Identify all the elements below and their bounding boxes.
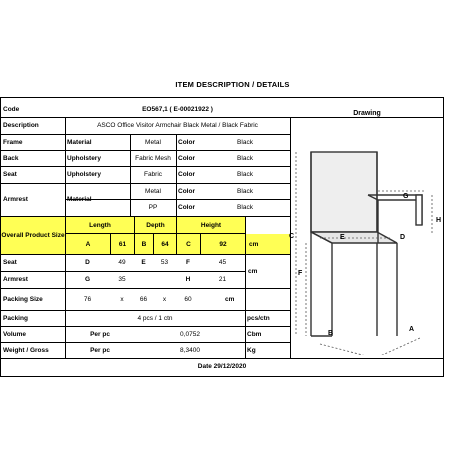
frame-key: Material bbox=[67, 138, 92, 146]
frame-color: Black bbox=[237, 138, 253, 146]
seat-value: Fabric bbox=[143, 171, 163, 178]
weight-label: Weight / Gross bbox=[3, 346, 49, 354]
dim-b-value: 64 bbox=[154, 234, 176, 254]
seat-color-label: Color bbox=[178, 171, 195, 178]
drawing-letter-d: D bbox=[400, 234, 406, 241]
drawing-letter-h: H bbox=[436, 217, 442, 224]
page-title: ITEM DESCRIPTION / DETAILS bbox=[175, 80, 290, 89]
packing-x2: x bbox=[162, 295, 167, 303]
packing-unit: pcs/ctn bbox=[247, 314, 270, 322]
drawing-letter-g: G bbox=[403, 193, 409, 200]
armrest-g-key: G bbox=[84, 276, 91, 283]
armrest-h-value: 21 bbox=[218, 276, 227, 283]
height-header: Height bbox=[177, 217, 245, 233]
armrest-value-metal: Metal bbox=[145, 187, 161, 195]
depth-header: Depth bbox=[135, 217, 176, 233]
frame-label: Frame bbox=[3, 138, 23, 146]
seat-d-value: 49 bbox=[118, 259, 126, 266]
drawing-letter-f: F bbox=[298, 270, 303, 277]
weight-unit: Kg bbox=[247, 346, 256, 354]
armrest-value-pp: PP bbox=[148, 204, 158, 211]
drawing-letter-c: C bbox=[289, 233, 295, 240]
overall-unit: cm bbox=[246, 234, 290, 254]
armrest-pp-color-label: Color bbox=[178, 204, 195, 211]
packing-size-unit: cm bbox=[225, 295, 235, 303]
packing-height: 60 bbox=[184, 295, 192, 303]
seat-d-key: D bbox=[85, 259, 90, 266]
armrest-label: Armrest bbox=[3, 196, 28, 203]
packing-x1: x bbox=[120, 295, 124, 303]
overall-size-label: Overall Product Size bbox=[1, 217, 65, 254]
back-color-label: Color bbox=[178, 154, 195, 162]
seat-label: Seat bbox=[3, 171, 17, 178]
volume-per: Per pc bbox=[90, 330, 110, 338]
packing-value: 4 pcs / 1 ctn bbox=[137, 314, 173, 322]
back-color: Black bbox=[237, 154, 253, 162]
armrest-color: Black bbox=[237, 187, 253, 195]
dim-c-value: 92 bbox=[201, 234, 245, 254]
frame-value: Metal bbox=[145, 138, 161, 146]
back-value: Fabric Mesh bbox=[135, 154, 171, 162]
seat-color: Black bbox=[237, 171, 253, 178]
packing-length: 76 bbox=[83, 295, 92, 303]
seat-key: Upholstery bbox=[67, 171, 101, 178]
seat-f-key: F bbox=[186, 259, 190, 266]
description-value: ASCO Office Visitor Armchair Black Metal / Black Fabric bbox=[97, 122, 258, 129]
date-footer: Date 29/12/2020 bbox=[197, 363, 247, 370]
armrest-pp-color: Black bbox=[237, 204, 253, 211]
volume-value: 0,0752 bbox=[180, 330, 200, 338]
packing-size-label: Packing Size bbox=[3, 295, 43, 303]
chair-drawing bbox=[280, 125, 444, 355]
drawing-title: Drawing bbox=[353, 110, 381, 117]
packing-label: Packing bbox=[3, 314, 28, 322]
frame-color-label: Color bbox=[178, 138, 195, 146]
weight-per: Per pc bbox=[90, 346, 110, 354]
seat-e-value: 53 bbox=[160, 259, 169, 266]
seat-f-value: 45 bbox=[218, 259, 227, 266]
volume-label: Volume bbox=[3, 330, 26, 338]
dim-a-value: 61 bbox=[111, 234, 134, 254]
back-label: Back bbox=[3, 154, 19, 162]
dim-b-key: B bbox=[135, 234, 153, 254]
seat-e-key: E bbox=[141, 259, 146, 266]
dim-a-line bbox=[378, 338, 420, 355]
back-key: Upholstery bbox=[67, 154, 101, 162]
armrest-color-label: Color bbox=[178, 187, 195, 195]
weight-value: 8,3400 bbox=[180, 346, 200, 354]
code-value: EO567,1 ( E-00021922 ) bbox=[142, 105, 213, 113]
drawing-letter-e: E bbox=[340, 234, 345, 241]
dim-b-line bbox=[320, 344, 370, 355]
drawing-letter-a: A bbox=[409, 326, 415, 333]
code-label: Code bbox=[3, 105, 20, 113]
volume-unit: Cbm bbox=[247, 330, 262, 338]
armrest-dim-label: Armrest bbox=[3, 276, 28, 283]
armrest-g-value: 35 bbox=[118, 276, 126, 283]
description-label: Description bbox=[3, 122, 39, 129]
seat-dim-label: Seat bbox=[3, 259, 17, 266]
dim-c-key: C bbox=[177, 234, 200, 254]
armrest-h-key: H bbox=[185, 276, 191, 283]
armrest-key: Material bbox=[67, 196, 92, 203]
packing-width: 66 bbox=[139, 295, 148, 303]
length-header: Length bbox=[66, 217, 134, 233]
dims-unit: cm bbox=[248, 267, 258, 275]
drawing-letter-b: B bbox=[328, 330, 334, 337]
dim-a-key: A bbox=[66, 234, 110, 254]
